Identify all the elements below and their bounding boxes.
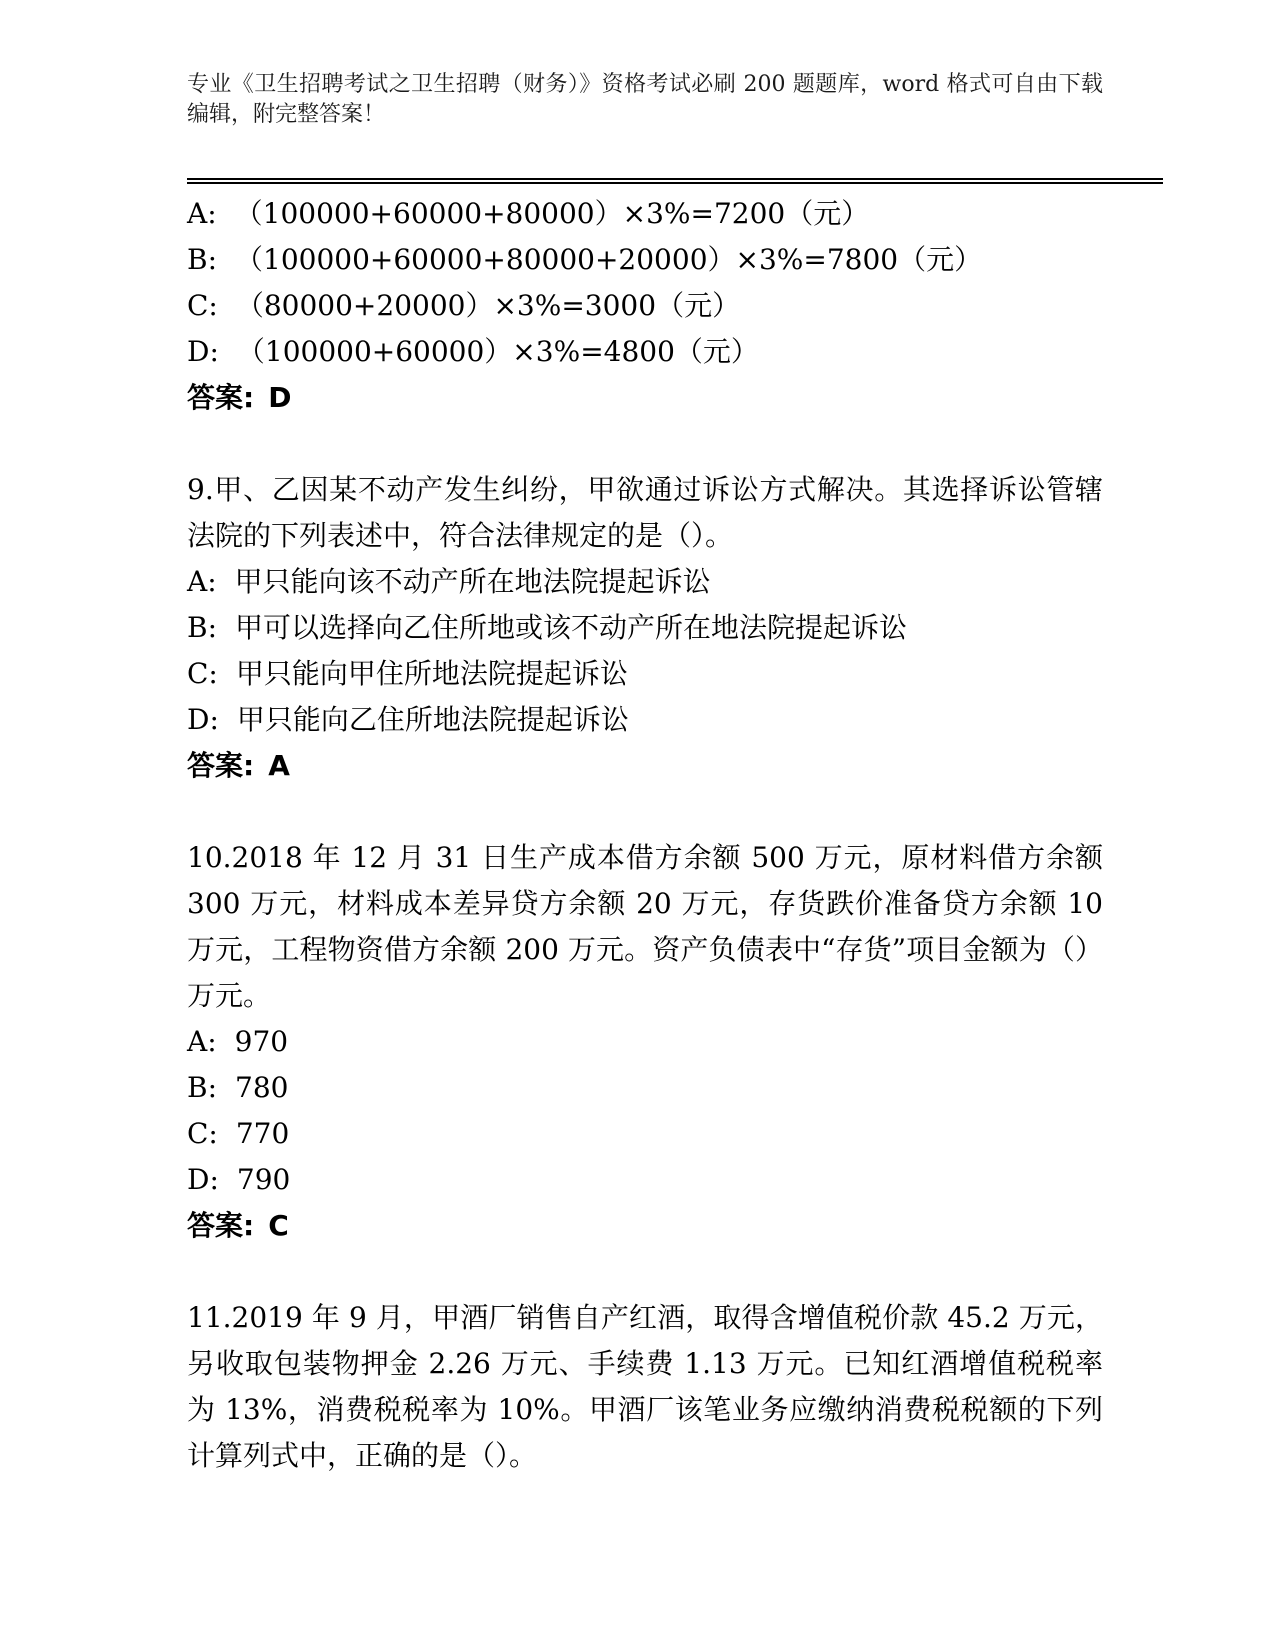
option-row-8b	[187, 237, 1103, 283]
option-row-8d	[187, 329, 1103, 375]
option-row-10b	[187, 1065, 1103, 1111]
question-block-8	[187, 191, 1103, 421]
option-text: （100000+60000+80000）×3%=7200（元）	[234, 197, 870, 230]
option-label: C:	[187, 657, 218, 690]
option-label: C:	[187, 1117, 218, 1150]
answer-label: 答案:	[187, 749, 255, 782]
question-block-9	[187, 467, 1103, 789]
question-stem-9: 9.甲、乙因某不动产发生纠纷，甲欲通过诉讼方式解决。其选择诉讼管辖法院的下列表述中，符合法律规定的是（）。	[187, 473, 1103, 552]
answer-row-8	[187, 375, 1103, 421]
option-text: 790	[236, 1163, 291, 1196]
option-row-8c	[187, 283, 1103, 329]
question-block-10	[187, 835, 1103, 1249]
header-title-text: 专业《卫生招聘考试之卫生招聘（财务）》资格考试必刷 200 题题库，word 格式可自由下载编辑，附完整答案！	[187, 72, 1103, 127]
option-label: A:	[187, 565, 217, 598]
option-label: C:	[187, 289, 218, 322]
option-text: 770	[235, 1117, 290, 1150]
question-block-11	[187, 1295, 1103, 1479]
document-body	[187, 191, 1103, 1479]
answer-value: C	[268, 1209, 289, 1242]
header-divider-double-rule	[187, 178, 1163, 184]
option-row-10d	[187, 1157, 1103, 1203]
option-label: B:	[187, 611, 218, 644]
option-row-9c	[187, 651, 1103, 697]
answer-value: A	[268, 749, 290, 782]
answer-label: 答案:	[187, 381, 255, 414]
option-label: D:	[187, 1163, 219, 1196]
option-row-10a	[187, 1019, 1103, 1065]
option-text: 970	[234, 1025, 289, 1058]
option-text: 780	[235, 1071, 289, 1104]
page-header	[187, 70, 1275, 184]
answer-row-10	[187, 1203, 1103, 1249]
option-row-10c	[187, 1111, 1103, 1157]
answer-value: D	[268, 381, 292, 414]
option-text: 甲只能向乙住所地法院提起诉讼	[236, 703, 629, 736]
question-stem-11: 11.2019 年 9 月，甲酒厂销售自产红酒，取得含增值税价款 45.2 万元，另收取包装物押金 2.26 万元、手续费 1.13 万元。已知红酒增值税税率为 13%，消费税税率为 10%。甲酒厂该笔业务应缴纳消费税税额的下列计算列式中，正确的是（）。	[187, 1301, 1103, 1472]
option-label: A:	[187, 197, 217, 230]
option-text: 甲只能向甲住所地法院提起诉讼	[235, 657, 628, 690]
option-label: B:	[187, 1071, 218, 1104]
option-text: （100000+60000+80000+20000）×3%=7800（元）	[235, 243, 983, 276]
answer-label: 答案:	[187, 1209, 255, 1242]
option-text: （100000+60000）×3%=4800（元）	[236, 335, 759, 368]
option-row-8a	[187, 191, 1103, 237]
answer-row-9	[187, 743, 1103, 789]
option-row-9d	[187, 697, 1103, 743]
option-text: 甲可以选择向乙住所地或该不动产所在地法院提起诉讼	[235, 611, 908, 644]
option-row-9b	[187, 605, 1103, 651]
option-text: 甲只能向该不动产所在地法院提起诉讼	[234, 565, 711, 598]
option-label: D:	[187, 335, 219, 368]
option-text: （80000+20000）×3%=3000（元）	[235, 289, 741, 322]
option-label: D:	[187, 703, 219, 736]
option-label: A:	[187, 1025, 217, 1058]
option-row-9a	[187, 559, 1103, 605]
question-stem-10: 10.2018 年 12 月 31 日生产成本借方余额 500 万元，原材料借方余额 300 万元，材料成本差异贷方余额 20 万元，存货跌价准备贷方余额 10 万元，工程物资借方余额 200 万元。资产负债表中“存货”项目金额为（）万元。	[187, 841, 1103, 1012]
option-label: B:	[187, 243, 218, 276]
